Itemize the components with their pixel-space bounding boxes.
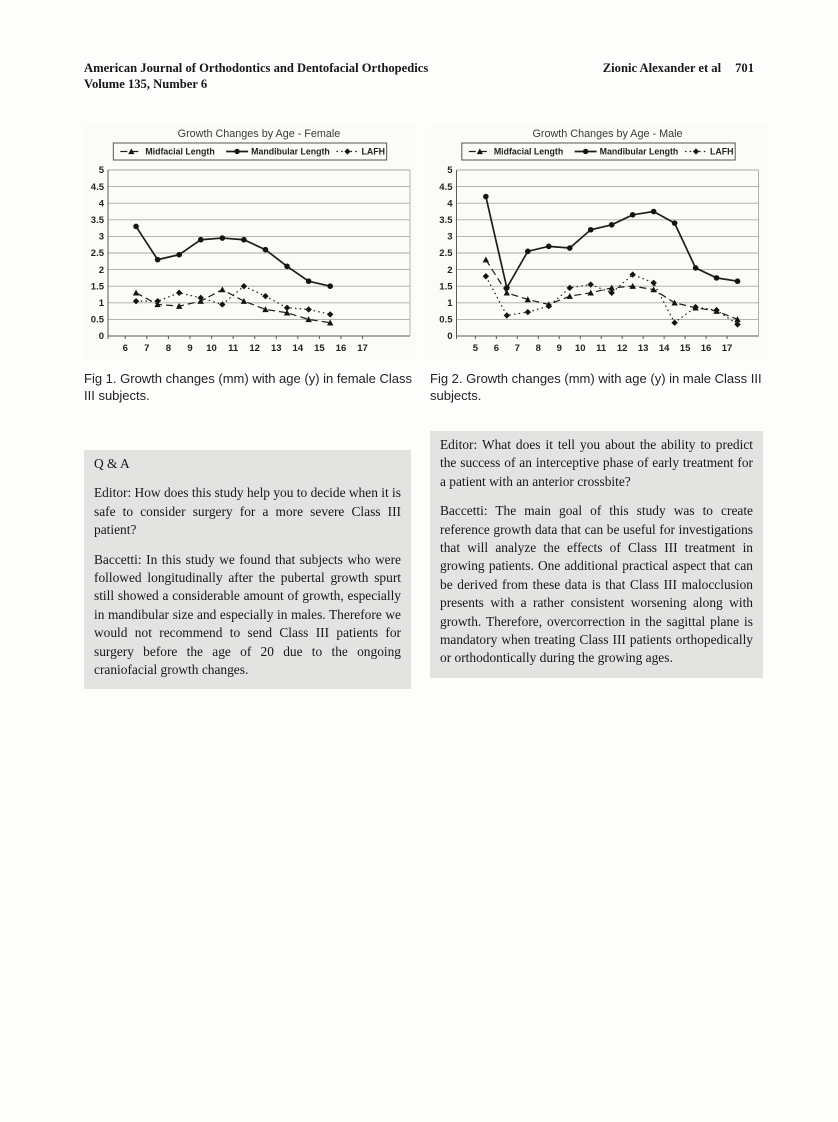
- svg-text:5: 5: [447, 165, 453, 177]
- figure-1-chart: [84, 124, 416, 360]
- qa-paragraph: Editor: How does this study help you to decide when it is safe to consider surgery for a more severe Class III patient?: [94, 485, 401, 538]
- svg-text:6: 6: [122, 343, 128, 354]
- journal-issue: Volume 135, Number 6: [84, 76, 208, 91]
- svg-text:16: 16: [335, 343, 347, 354]
- figure-2: [430, 124, 767, 360]
- svg-text:0.5: 0.5: [439, 314, 453, 326]
- svg-text:Growth Changes by Age - Female: Growth Changes by Age - Female: [177, 128, 341, 140]
- svg-text:4.5: 4.5: [439, 181, 453, 193]
- qa-paragraph: Editor: What does it tell you about the ability to predict the success of an interceptive phase of early treatment for a patient with an anterior crossbite?: [440, 437, 753, 489]
- svg-text:LAFH: LAFH: [709, 146, 734, 157]
- svg-text:17: 17: [721, 343, 733, 354]
- svg-text:4: 4: [447, 198, 453, 210]
- svg-text:13: 13: [637, 343, 649, 354]
- svg-text:Midfacial Length: Midfacial Length: [493, 146, 564, 157]
- svg-text:LAFH: LAFH: [361, 146, 385, 157]
- svg-text:11: 11: [596, 343, 607, 354]
- svg-text:2: 2: [447, 264, 453, 276]
- qa-box-left: [84, 450, 411, 689]
- running-head-right: [603, 61, 754, 76]
- svg-text:14: 14: [292, 343, 304, 354]
- svg-text:2.5: 2.5: [90, 248, 104, 260]
- svg-text:16: 16: [700, 343, 712, 354]
- svg-text:3: 3: [447, 231, 453, 243]
- svg-text:1.5: 1.5: [439, 281, 453, 293]
- svg-text:0: 0: [447, 331, 453, 343]
- svg-text:0.5: 0.5: [90, 314, 104, 326]
- svg-text:Growth Changes by Age - Male: Growth Changes by Age - Male: [532, 128, 683, 140]
- svg-text:4: 4: [98, 198, 104, 210]
- svg-text:3.5: 3.5: [90, 215, 104, 226]
- svg-text:1.5: 1.5: [90, 281, 104, 293]
- svg-text:5: 5: [472, 343, 479, 354]
- qa-heading: Q & A: [94, 456, 130, 471]
- svg-text:Mandibular Length: Mandibular Length: [599, 146, 679, 157]
- figure-1: [84, 124, 416, 360]
- running-head-left: [84, 61, 428, 92]
- svg-text:15: 15: [314, 343, 325, 354]
- journal-title: American Journal of Orthodontics and Dentofacial Orthopedics: [84, 61, 429, 75]
- qa-box-right: [430, 431, 763, 678]
- figure-1-caption: Fig 1. Growth changes (mm) with age (y) in female Class III subjects.: [84, 371, 412, 403]
- svg-text:3.5: 3.5: [439, 215, 453, 226]
- page-number: 701: [735, 61, 754, 75]
- svg-text:12: 12: [249, 343, 260, 354]
- qa-paragraph: Baccetti: The main goal of this study was to create reference growth data that can be useful for investigations that will analyze the effects of Class III treatment in growing patients. One additional practical aspect that can be derived from these data is that Class III malocclusion presents with a rather consistent worsening along with growth. Therefore, overcorrection in the sagittal plane is mandatory when treating Class III patients orthopedically or orthodontically during the growing ages.: [440, 503, 753, 666]
- figure-2-chart: [430, 124, 767, 360]
- svg-text:Mandibular Length: Mandibular Length: [251, 146, 330, 157]
- svg-text:7: 7: [144, 343, 150, 354]
- svg-text:9: 9: [556, 343, 562, 354]
- svg-text:7: 7: [514, 343, 520, 354]
- svg-text:2.5: 2.5: [439, 248, 453, 260]
- svg-text:14: 14: [658, 343, 670, 354]
- svg-text:1: 1: [447, 298, 453, 309]
- authors: Zionic Alexander et al: [602, 61, 722, 75]
- svg-text:2: 2: [98, 264, 104, 276]
- svg-text:4.5: 4.5: [90, 181, 104, 193]
- svg-text:Midfacial Length: Midfacial Length: [145, 146, 215, 157]
- svg-text:0: 0: [98, 331, 104, 343]
- svg-text:13: 13: [270, 343, 282, 354]
- svg-text:1: 1: [98, 298, 104, 309]
- qa-paragraph: Baccetti: In this study we found that subjects who were followed longitudinally after the pubertal growth spurt still showed a considerable amount of growth, especially in mandibular size and especially in males. Therefore we would not recommend to send Class III patients for surgery before the age of 20 due to the ongoing craniofacial growth changes.: [94, 551, 401, 678]
- svg-text:8: 8: [535, 343, 541, 354]
- svg-text:3: 3: [98, 231, 104, 243]
- svg-text:9: 9: [187, 343, 193, 354]
- svg-text:5: 5: [98, 165, 104, 177]
- svg-text:15: 15: [679, 343, 691, 354]
- svg-text:8: 8: [165, 343, 172, 354]
- svg-text:10: 10: [206, 343, 217, 354]
- svg-text:11: 11: [228, 343, 239, 354]
- svg-text:10: 10: [574, 343, 586, 354]
- svg-text:6: 6: [493, 343, 499, 354]
- svg-text:17: 17: [357, 343, 368, 354]
- svg-text:12: 12: [616, 343, 628, 354]
- figure-2-caption: Fig 2. Growth changes (mm) with age (y) in male Class III subjects.: [430, 371, 762, 403]
